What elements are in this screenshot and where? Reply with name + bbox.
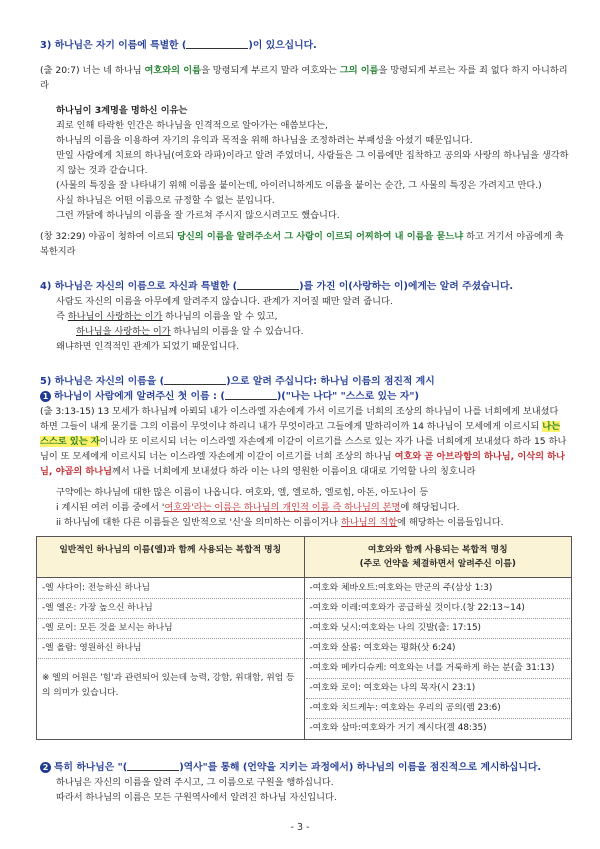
section-3-heading: 3) 하나님은 자기 이름에 특별한 ( )이 있으십니다. — [40, 40, 317, 51]
reason-line: 만일 사람에게 치료의 하나님(여호와 라파)이라고 알려 주었더니, 사람들은 그 이름에만 집착하고 공의와 사랑의 하나님을 생각하지 않는 것과 같습니다. — [56, 150, 569, 176]
point-ii: ii 하나님에 대한 다른 이름들은 일반적으로 '신'을 의미하는 이름이거나 하나님의 직함에 해당하는 이름들입니다. — [56, 517, 504, 528]
section-5-heading: 5) 하나님은 자신의 이름을 ( )으로 알려 주십니다: 하나님 이름의 점진적 계시 — [40, 376, 435, 387]
yhwh-name-row: -여호와 체바오트:여호와는 만군의 주(삼상 1:3) — [306, 579, 571, 599]
relation-line: 하나님을 사랑하는 이가 하나님의 이름을 알 수 있습니다. — [76, 326, 304, 337]
el-name-row: -엘 올람: 영원하신 하나님 — [38, 639, 303, 659]
exodus-20-verse: (출 20:7) 너는 네 하나님 여호와의 이름을 망령되게 부르지 말라 여호와는 그의 이름을 망령되게 부르는 자를 죄 없다 하지 아니하리라 — [40, 65, 568, 91]
reason-line: (사물의 특징을 잘 나타내기 위해 이름을 붙이는데, 아이러니하게도 이름을 붙이는 순간, 그 사물의 특징은 가려지고 만다.) — [56, 180, 542, 191]
point-i: i 계시된 여러 이름 중에서 '여호와'라는 이름은 하나님의 개인적 이름 즉 하나님의 본명에 해당됩니다. — [56, 502, 460, 513]
answer-blank — [164, 374, 226, 385]
yhwh-name-row: -여호와 메카디슈케: 여호와는 너를 거룩하게 하는 분(출 31:13) — [306, 659, 571, 679]
left-column-cell — [37, 578, 305, 740]
subsection-2-heading: 2 특히 하나님은 "( )역사"를 통해 (언약을 지키는 과정에서) 하나님의 이름을 점진적으로 계시하십니다. — [40, 760, 570, 775]
reason-title: 하나님이 3계명을 명하신 이유는 — [56, 105, 188, 116]
el-name-row: -엘 로이: 모든 것을 보시는 하나님 — [38, 619, 303, 639]
answer-blank — [186, 38, 248, 49]
number-badge: 2 — [40, 762, 51, 773]
ot-names-line: 구약에는 하나님에 대한 많은 이름이 나옵니다. 여호와, 엘, 엘로하, 엘로힘, 아돈, 아도나이 등 — [56, 487, 429, 498]
subsection-1-heading: 1 하나님이 사람에게 알려주신 첫 이름 : ( )("나는 나다" "스스로 있는 자") — [40, 389, 570, 404]
answer-blank — [237, 279, 299, 290]
right-column-cell — [304, 578, 572, 740]
answer-blank — [225, 389, 277, 400]
relation-line: 사람도 자신의 이름을 아무에게 알려주지 않습니다. 관계가 지어질 때만 알려 줍니다. — [56, 296, 393, 307]
names-table — [36, 536, 572, 740]
yhwh-name-row: -여호와 살롬: 여호와는 평화(삿 6:24) — [306, 639, 571, 659]
relation-line: 왜냐하면 인격적인 관계가 되었기 때문입니다. — [56, 341, 240, 352]
yhwh-name-row: -여호와 로이: 여호와는 나의 목자(시 23:1) — [306, 679, 571, 699]
number-badge: 1 — [40, 391, 51, 402]
conclusion-line: 따라서 하나님의 이름은 모든 구원역사에서 알려진 하나님 자신입니다. — [56, 792, 337, 803]
document-page — [40, 38, 570, 805]
genesis-32-verse: (창 32:29) 야곱이 청하여 이르되 당신의 이름을 알려주소서 그 사람이 이르되 어찌하여 내 이름을 묻느냐 하고 거기서 야곱에게 축복한지라 — [40, 231, 564, 257]
reason-line: 그런 까닭에 하나님의 이름을 잘 가르쳐 주시지 않으시려고도 했습니다. — [56, 210, 340, 221]
yhwh-name-row: -여호와 삼마:여호와가 거기 계시다(겔 48:35) — [309, 723, 487, 733]
reason-line: 하나님의 이름을 이용하여 자기의 유익과 목적을 위해 하나님을 조정하려는 부패성을 아셨기 때문입니다. — [56, 135, 473, 146]
exodus-3-passage: (출 3:13-15) 13 모세가 하나님께 아뢰되 내가 이스라엘 자손에게 가서 이르기를 너희의 조상의 하나님이 나를 너희에게 보내셨다 하면 그들이 내게 묻기를 그의 이름이 무엇이냐 하리니 내가 무엇이라고 그들에게 말하리이까 14 하나님이 모세에게 이르시되 나는 스스로 있는 자이니라 또 이르시되 너는 이스라엘 자손에게 이같이 이르기를 스스로 있는 자가 나를 너희에게 보내셨다 하라 15 하나님이 또 모세에게 이르시되 너는 이스라엘 자손에게 이같이 이르기를 너희 조상의 하나님 여호와 곧 아브라함의 하나님, 이삭의 하나님, 야곱의 하나님께서 나를 너희에게 보내셨다 하라 이는 나의 영원한 이름이요 대대로 기억할 나의 칭호니라 — [40, 406, 567, 477]
reason-line: 죄로 인해 타락한 인간은 하나님을 인격적으로 알아가는 애씀보다는, — [56, 120, 328, 131]
yhwh-name-row: -여호와 닛시:여호와는 나의 깃발(출: 17:15) — [306, 619, 571, 639]
right-column-header: 여호와와 함께 사용되는 복합적 명칭 (주로 언약을 체결하면서 알려주신 이름) — [304, 537, 572, 578]
reason-line: 사실 하나님은 어떤 이름으로 규정할 수 없는 분입니다. — [56, 195, 275, 206]
left-column-header: 일반적인 하나님의 이름(엘)과 함께 사용되는 복합적 명칭 — [37, 537, 305, 578]
page-number: - 3 - — [290, 822, 310, 833]
relation-line: 즉 하나님이 사랑하는 이가 하나님의 이름을 알 수 있고, — [56, 311, 278, 322]
conclusion-line: 하나님은 자신의 이름을 알려 주시고, 그 이름으로 구원을 행하십니다. — [56, 777, 334, 788]
section-4-heading: 4) 하나님은 자신의 이름으로 자신과 특별한 ( )를 가진 이(사랑하는 이)에게는 알려 주셨습니다. — [40, 281, 514, 292]
el-name-row: -엘 엘온: 가장 높으신 하나님 — [38, 599, 303, 619]
yhwh-name-row: -여호와 치드케누: 여호와는 우리의 공의(렘 23:6) — [306, 699, 571, 719]
yhwh-name-row: -여호와 이레:여호와가 공급하실 것이다.(창 22:13~14) — [306, 599, 571, 619]
el-note: ※ 엘의 어원은 '힘'과 관련되어 있는데 능력, 강함, 위대함, 위엄 등의 의미가 있습니다. — [42, 673, 295, 698]
answer-blank — [127, 760, 179, 771]
el-name-row: -엘 샤다이: 전능하신 하나님 — [38, 579, 303, 599]
